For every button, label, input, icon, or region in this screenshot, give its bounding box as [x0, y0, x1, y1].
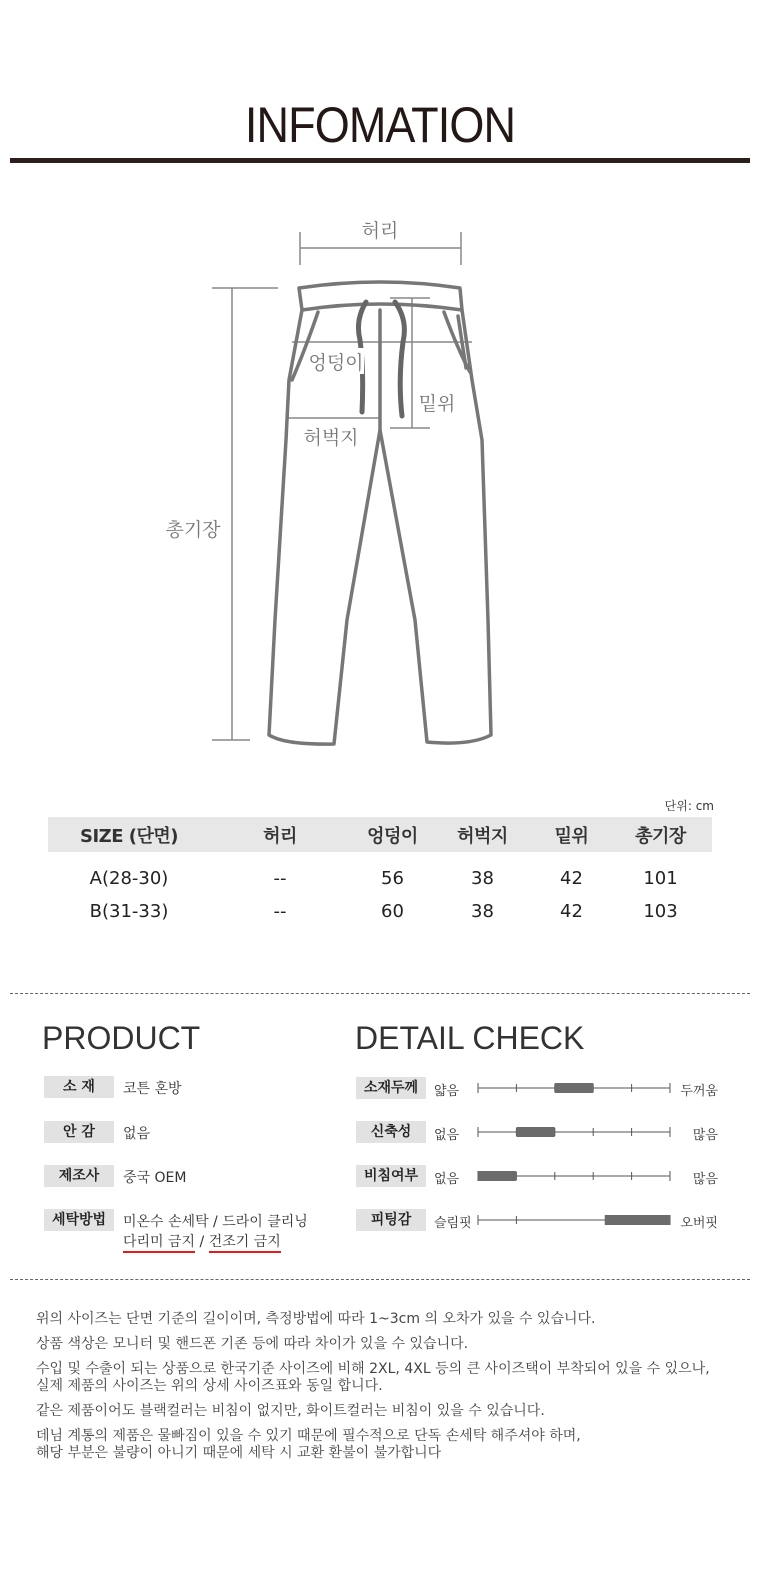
scale-min-label: 없음 [434, 1128, 460, 1143]
scale-min-label: 없음 [434, 1172, 460, 1187]
product-title: PRODUCT [42, 1020, 201, 1056]
no-iron-warning: 다리미 금지 [123, 1234, 195, 1253]
scale-level-bar [605, 1215, 670, 1225]
no-dryer-warning: 건조기 금지 [209, 1234, 281, 1253]
header-rise: 밑위 [554, 825, 589, 847]
table-row [48, 862, 712, 895]
scale-max-label: 많음 [692, 1172, 718, 1187]
cell-rise: 42 [560, 901, 583, 922]
scale-max-label: 두꺼움 [680, 1084, 718, 1099]
waist-label: 허리 [361, 220, 399, 242]
thigh-label: 허벅지 [303, 427, 359, 449]
cell-length: 101 [643, 868, 678, 889]
detail-label: 비침여부 [356, 1165, 426, 1187]
title-divider [10, 158, 750, 163]
scale-level-bar [478, 1171, 516, 1181]
dotted-divider [10, 993, 750, 994]
product-label-wash: 세탁방법 [44, 1209, 114, 1231]
cell-thigh: 38 [471, 868, 494, 889]
unit-label: 단위: cm [664, 799, 714, 813]
scale-max-label: 오버핏 [680, 1216, 718, 1231]
scale-max-label: 많음 [692, 1128, 718, 1143]
cell-waist: -- [273, 868, 287, 889]
hip-label: 엉덩이 [308, 352, 364, 374]
note-line: 상품 색상은 모니터 및 핸드폰 기존 등에 따라 차이가 있을 수 있습니다. [36, 1336, 469, 1352]
detail-check-title: DETAIL CHECK [355, 1020, 585, 1056]
note-line: 수입 및 수출이 되는 상품으로 한국기준 사이즈에 비해 2XL, 4XL 등의 큰 사이즈택이 부착되어 있을 수 있으나, [36, 1361, 710, 1377]
page-title: INFOMATION [244, 97, 516, 153]
note-line: 실제 제품의 사이즈는 위의 상세 사이즈표와 동일 합니다. [36, 1378, 383, 1394]
cell-size: B(31-33) [89, 901, 169, 922]
length-label: 총기장 [165, 519, 221, 541]
cell-waist: -- [273, 901, 287, 922]
table-row [48, 895, 712, 928]
header-size: SIZE (단면) [79, 825, 178, 847]
detail-label: 피팅감 [356, 1209, 426, 1231]
note-line: 해당 부분은 불량이 아니기 때문에 세탁 시 교환 환불이 불가합니다 [36, 1445, 442, 1461]
header-hip: 엉덩이 [367, 825, 418, 847]
detail-label: 소재두께 [356, 1077, 426, 1099]
warning-separator: / [195, 1234, 209, 1250]
cell-thigh: 38 [471, 901, 494, 922]
detail-scale [474, 1077, 674, 1099]
product-wash-warnings [123, 1231, 281, 1251]
cell-size: A(28-30) [89, 868, 169, 889]
scale-min-label: 슬림핏 [434, 1216, 472, 1231]
cell-rise: 42 [560, 868, 583, 889]
product-value-material: 코튼 혼방 [123, 1081, 182, 1097]
detail-label: 신축성 [356, 1121, 426, 1143]
table-header-row [48, 817, 712, 852]
scale-level-bar [555, 1083, 593, 1093]
product-label-material: 소 재 [44, 1076, 114, 1098]
header-thigh: 허벅지 [457, 825, 508, 847]
size-table [48, 817, 712, 928]
product-value-maker: 중국 OEM [123, 1170, 187, 1186]
product-label-lining: 안 감 [44, 1121, 114, 1143]
note-line: 위의 사이즈는 단면 기준의 길이이며, 측정방법에 따라 1~3cm 의 오차가 있을 수 있습니다. [36, 1311, 596, 1327]
detail-scale [474, 1165, 674, 1187]
cell-hip: 60 [381, 901, 404, 922]
header-waist: 허리 [263, 825, 297, 847]
note-line: 같은 제품이어도 블랙컬러는 비침이 없지만, 화이트컬러는 비침이 있을 수 있습니다. [36, 1403, 545, 1419]
cell-hip: 56 [381, 868, 404, 889]
product-value-lining: 없음 [123, 1126, 151, 1142]
product-label-maker: 제조사 [44, 1165, 114, 1187]
detail-scale [474, 1121, 674, 1143]
scale-level-bar [516, 1127, 554, 1137]
header-length: 총기장 [635, 825, 686, 847]
dotted-divider [10, 1279, 750, 1280]
product-value-wash: 미온수 손세탁 / 드라이 클리닝 [123, 1214, 308, 1230]
rise-label: 밑위 [418, 393, 456, 415]
detail-scale [474, 1209, 674, 1231]
note-line: 데님 계통의 제품은 물빠짐이 있을 수 있기 때문에 필수적으로 단독 손세탁 해주셔야 하며, [36, 1428, 581, 1444]
cell-length: 103 [643, 901, 678, 922]
pants-size-diagram [0, 210, 770, 770]
scale-min-label: 얇음 [434, 1084, 460, 1099]
